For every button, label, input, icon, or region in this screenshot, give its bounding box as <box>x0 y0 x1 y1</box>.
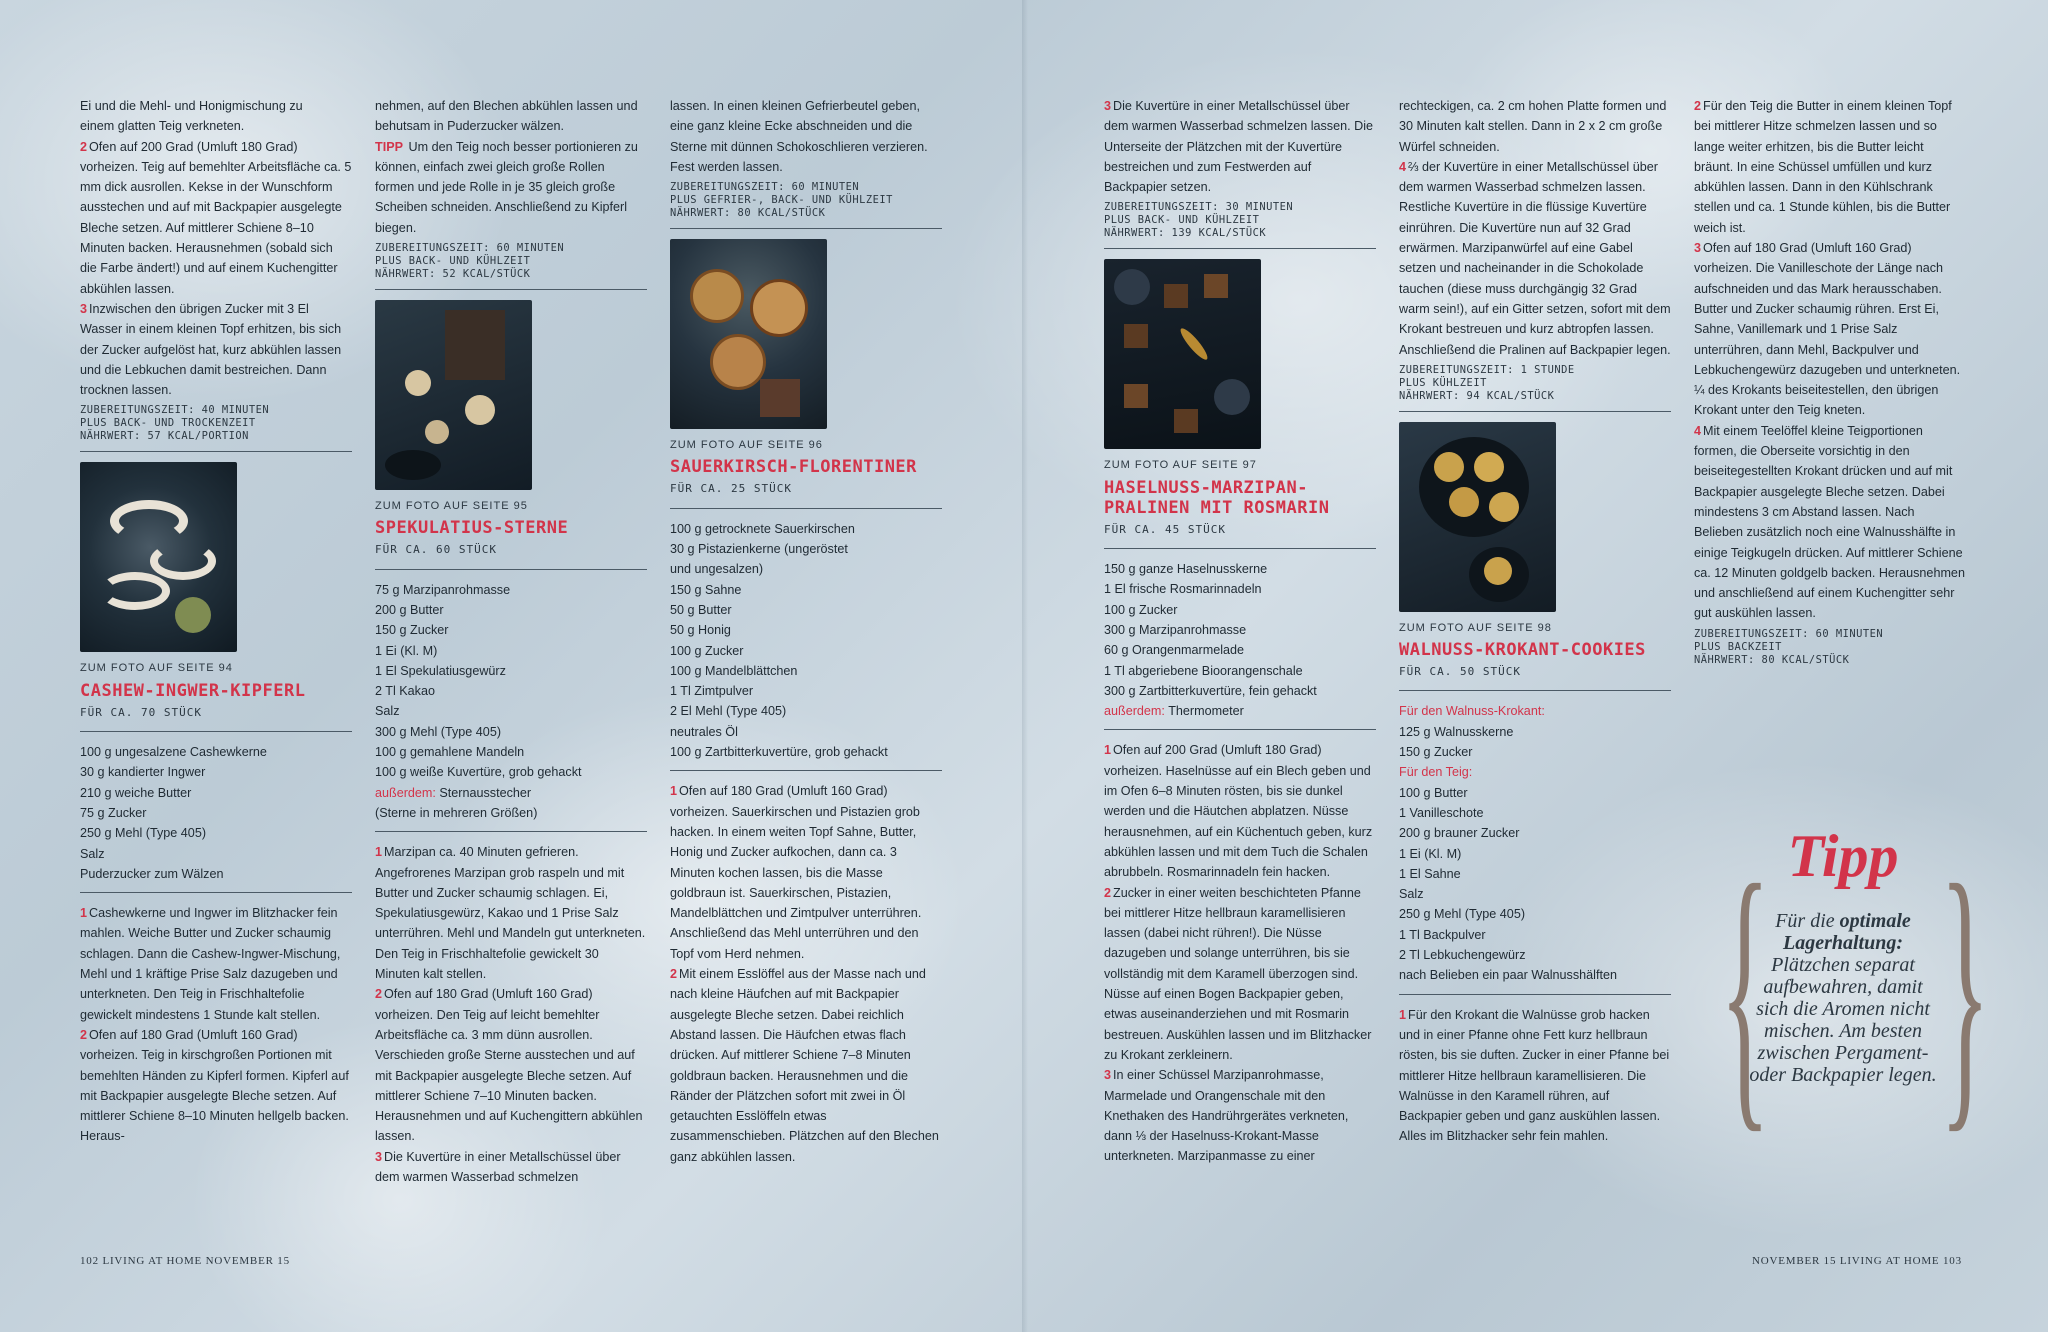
continued-text: rechteckigen, ca. 2 cm hohen Platte formen und 30 Minuten kalt stellen. Dann in 2 x 2 cm große Würfel schneiden. <box>1399 99 1667 154</box>
left-column-1 <box>80 96 352 1147</box>
recipe-yield: FÜR CA. 50 STÜCK <box>1399 665 1521 679</box>
divider <box>80 731 352 732</box>
step-2: 2 Ofen auf 200 Grad (Umluft 180 Grad) vorheizen. Teig auf bemehlter Arbeitsfläche ca. 5 mm dick ausrollen. Kekse in der Wunschform ausstechen und auf mit Backpapier ausgelegte Bleche setzen. Auf mittlerer Schiene 8–10 Minuten backen. Herausnehmen (sobald sich die Farbe ändert!) und auf einem Kuchengitter abkühlen lassen. <box>80 139 352 296</box>
right-column-2 <box>1399 96 1671 1147</box>
divider <box>1399 411 1671 412</box>
divider <box>1104 729 1376 730</box>
recipe-yield: FÜR CA. 45 STÜCK <box>1104 522 1226 536</box>
photo-reference: ZUM FOTO AUF SEITE 95 <box>375 500 528 513</box>
step-3: 3 Die Kuvertüre in einer Metallschüssel über dem warmen Wasserbad schmelzen lassen. Die Unterseite der Plätzchen mit der Kuvertüre bestreichen und zum Festwerden auf Backpapier setzen. <box>1104 99 1374 195</box>
left-brace-icon: { <box>1719 824 1771 1156</box>
photo-cashew-kipferl <box>80 462 237 652</box>
recipe-yield: FÜR CA. 70 STÜCK <box>80 705 202 719</box>
recipe-meta: ZUBEREITUNGSZEIT: 60 MINUTEN PLUS BACK- UND KÜHLZEIT NÄHRWERT: 52 KCAL/STÜCK <box>375 242 565 281</box>
right-column-1 <box>1104 96 1376 1167</box>
continued-text: nehmen, auf den Blechen abkühlen lassen und behutsam in Puderzucker wälzen. <box>375 99 638 134</box>
divider <box>1399 994 1671 995</box>
recipe-title-florentiner: SAUERKIRSCH-FLORENTINER <box>670 457 917 478</box>
step-2: 2 Ofen auf 180 Grad (Umluft 160 Grad) vorheizen. Den Teig auf leicht bemehlter Arbeitsfläche ca. 3 mm dünn ausrollen. Verschieden große Sterne ausstechen und auf mit Backpapier ausgelegte Bleche setzen. Auf mittlerer Schiene 7–10 Minuten backen. Herausnehmen und auf Kuchengittern abkühlen lassen. <box>375 987 643 1144</box>
step-2: 2 Mit einem Esslöffel aus der Masse nach und nach kleine Häufchen auf mit Backpapier ausgelegte Bleche setzen. Dabei reichlich Abstand lassen. Die Häufchen etwas flach drücken. Auf mittlerer Schiene 7–8 Minuten goldbraun backen. Herausnehmen und die Ränder der Plätzchen sofort mit zwei in Öl getauchten Esslöffeln etwas zusammenschieben. Plätzchen auf den Blechen ganz abkühlen lassen. <box>670 967 939 1164</box>
divider <box>1399 690 1671 691</box>
divider <box>670 770 942 771</box>
step-1: 1 Cashewkerne und Ingwer im Blitzhacker fein mahlen. Weiche Butter und Zucker schaumig schlagen. Dann die Cashew-Ingwer-Mischung, Mehl und 1 kräftige Prise Salz dazugeben und unterkneten. Den Teig in Frischhaltefolie gewickelt mindestens 1 Stunde kalt stellen. <box>80 906 341 1022</box>
recipe-meta: ZUBEREITUNGSZEIT: 40 MINUTEN PLUS BACK- UND TROCKENZEIT NÄHRWERT: 57 KCAL/PORTION <box>80 404 270 443</box>
divider <box>1104 548 1376 549</box>
ingredient-list: 75 g Marzipanrohmasse 200 g Butter 150 g Zucker 1 Ei (Kl. M) 1 El Spekulatiusgewürz 2 Tl Kakao Salz 300 g Mehl (Type 405) 100 g gemahlene Mandeln 100 g weiße Kuvertüre, grob gehackt außerdem: Sternausstecher (Sterne in mehreren Größen) <box>375 582 582 820</box>
recipe-meta: ZUBEREITUNGSZEIT: 1 STUNDE PLUS KÜHLZEIT NÄHRWERT: 94 KCAL/STÜCK <box>1399 363 1575 402</box>
recipe-title-cashew: CASHEW-INGWER-KIPFERL <box>80 680 306 701</box>
ingredient-group-heading: Für den Teig: <box>1399 765 1473 780</box>
step-4: 4 ⅔ der Kuvertüre in einer Metallschüssel über dem warmen Wasserbad schmelzen lassen. Restliche Kuvertüre in die flüssige Kuvertüre einrühren. Die Kuvertüre nun auf 32 Grad erwärmen. Marzipanwürfel auf eine Gabel setzen und nacheinander in die Schokolade tauchen (diese muss durchgängig 32 Grad warm sein!), auf ein Gitter setzen, sofort mit dem Krokant bestreuen und kurz abtropfen lassen. Anschließend die Pralinen auf Backpapier legen. <box>1399 159 1671 357</box>
right-brace-icon: } <box>1939 824 1991 1156</box>
photo-reference: ZUM FOTO AUF SEITE 97 <box>1104 459 1257 472</box>
step-1: 1 Für den Krokant die Walnüsse grob hacken und in einer Pfanne ohne Fett kurz hellbraun rösten, bis sie duften. Zucker in einer Pfanne bei mittlerer Hitze hellbraun karamellisieren. Die Walnüsse in den Karamell rühren, auf Backpapier geben und ganz auskühlen lassen. Alles im Blitzhacker sehr fein mahlen. <box>1399 1007 1670 1144</box>
photo-reference: ZUM FOTO AUF SEITE 96 <box>670 439 823 452</box>
recipe-yield: FÜR CA. 60 STÜCK <box>375 543 497 557</box>
recipe-title-spekulatius: SPEKULATIUS-STERNE <box>375 518 569 539</box>
tipp-note: TIPP Um den Teig noch besser portionieren zu können, einfach zwei gleich große Rollen formen und jede Rolle in je 35 gleich große Scheiben schneiden. Anschließend zu Kipferl biegen. <box>375 139 638 235</box>
step-4: 4 Mit einem Teelöffel kleine Teigportionen formen, die Oberseite vorsichtig in den beiseitegestellten Krokant drücken und auf mit Backpapier ausgelegte Bleche setzen. Dabei mindestens 3 cm Abstand lassen. Nach Belieben zusätzlich noch eine Walnusshälfte in einige Teigkugeln drücken. Auf mittlerer Schiene ca. 12 Minuten goldgelb backen. Herausnehmen und anschließend auf einem Kuchengitter sehr gut auskühlen lassen. <box>1694 423 1965 621</box>
step-3: 3 In einer Schüssel Marzipanrohmasse, Marmelade und Orangenschale mit den Knethaken des Handrührgerätes verkneten, dann ⅓ der Haselnuss-Krokant-Masse unterkneten. Marzipanmasse zu einer <box>1104 1068 1349 1164</box>
recipe-meta: ZUBEREITUNGSZEIT: 30 MINUTEN PLUS BACK- UND KÜHLZEIT NÄHRWERT: 139 KCAL/STÜCK <box>1104 201 1294 240</box>
tipp-box <box>1718 810 1991 1170</box>
intro-line-2: einem glatten Teig verkneten. <box>80 119 245 134</box>
intro-line-1: Ei und die Mehl- und Honigmischung zu <box>80 99 303 113</box>
tipp-text: Für die optimale Lagerhaltung: Plätzchen separat aufbewahren, damit sich die Aromen nicht mischen. Am besten zwischen Pergament- oder Backpapier legen. <box>1749 910 1937 1086</box>
right-column-3 <box>1694 96 1966 667</box>
left-column-2 <box>375 96 647 1187</box>
divider <box>80 451 352 452</box>
ingredient-list: Für den Walnuss-Krokant: 125 g Walnusskerne 150 g Zucker Für den Teig: 100 g Butter 1 Vanilleschote 200 g brauner Zucker 1 Ei (Kl. M) 1 El Sahne Salz 250 g Mehl (Type 405) 1 Tl Backpulver 2 Tl Lebkuchengewürz nach Belieben ein paar Walnusshälften <box>1399 701 1671 985</box>
photo-sauerkirsch-florentiner <box>670 239 827 429</box>
tipp-title: Tipp <box>1787 823 1899 889</box>
page-footer-left: 102 LIVING AT HOME NOVEMBER 15 <box>80 1255 290 1267</box>
step-1: 1 Ofen auf 200 Grad (Umluft 180 Grad) vorheizen. Haselnüsse auf ein Blech geben und im Ofen 6–8 Minuten rösten, bis sie dunkel werden und die Häutchen abplatzen. Nüsse herausnehmen, auf ein Küchentuch geben, kurz abkühlen lassen und mit dem Tuch die Schalen abrubbeln. Rosmarinnadeln fein hacken. <box>1104 743 1373 880</box>
step-3: 3 Inzwischen den übrigen Zucker mit 3 El Wasser in einem kleinen Topf erhitzen, bis sich der Zucker aufgelöst hat, kurz abkühlen lassen und die Lebkuchen damit bestreichen. Dann trocknen lassen. <box>80 301 342 398</box>
divider <box>375 569 647 570</box>
step-3: 3 Die Kuvertüre in einer Metallschüssel über dem warmen Wasserbad schmelzen <box>375 1149 621 1184</box>
divider <box>1104 248 1376 249</box>
left-column-3 <box>670 96 942 1167</box>
recipe-meta: ZUBEREITUNGSZEIT: 60 MINUTEN PLUS GEFRIER-, BACK- UND KÜHLZEIT NÄHRWERT: 80 KCAL/STÜCK <box>670 181 893 220</box>
page-footer-right: NOVEMBER 15 LIVING AT HOME 103 <box>1752 1255 1962 1267</box>
ingredient-list: 100 g ungesalzene Cashewkerne 30 g kandierter Ingwer 210 g weiche Butter 75 g Zucker 250 g Mehl (Type 405) Salz Puderzucker zum Wälzen <box>80 745 267 881</box>
photo-reference: ZUM FOTO AUF SEITE 94 <box>80 662 233 675</box>
recipe-title-walnuss: WALNUSS-KROKANT-COOKIES <box>1399 640 1646 661</box>
step-2: 2 Zucker in einer weiten beschichteten Pfanne bei mittlerer Hitze hellbraun karamellisieren lassen (dabei nicht rühren!). Die Nüsse dazugeben und solange unterrühren, bis sie vollständig mit dem Karamell überzogen sind. Nüsse auf einen Bogen Backpapier geben, etwas auseinanderziehen und mit Rosmarin bestreuen. Auskühlen lassen und im Blitzhacker zu Krokant zerkleinern. <box>1104 885 1372 1062</box>
divider <box>670 228 942 229</box>
ingredient-group-heading: Für den Walnuss-Krokant: <box>1399 704 1545 719</box>
recipe-meta: ZUBEREITUNGSZEIT: 60 MINUTEN PLUS BACKZEIT NÄHRWERT: 80 KCAL/STÜCK <box>1694 627 1884 666</box>
recipe-yield: FÜR CA. 25 STÜCK <box>670 482 792 496</box>
step-1: 1 Ofen auf 180 Grad (Umluft 160 Grad) vorheizen. Sauerkirschen und Pistazien grob hacken. In einem weiten Topf Sahne, Butter, Honig und Zucker aufkochen, dann ca. 3 Minuten kochen lassen, bis die Masse goldbraun ist. Sauerkirschen, Pistazien, Mandelblättchen und Zimtpulver unterrühren. Anschließend das Mehl unterrühren und den Topf vom Herd nehmen. <box>670 784 922 961</box>
step-3: 3 Ofen auf 180 Grad (Umluft 160 Grad) vorheizen. Die Vanilleschote der Länge nach aufschneiden und das Mark herausschaben. Butter und Zucker schaumig rühren. Erst Ei, Sahne, Vanillemark und 1 Prise Salz unterrühren, dann Mehl, Backpulver und Lebkuchengewürz dazugeben und unterkneten. ¼ des Krokants beiseitestellen, den übrigen Krokant unter den Teig kneten. <box>1694 241 1961 418</box>
ingredient-list: 100 g getrocknete Sauerkirschen 30 g Pistazienkerne (ungeröstet und ungesalzen) 150 g Sahne 50 g Butter 50 g Honig 100 g Zucker 100 g Mandelblättchen 1 Tl Zimtpulver 2 El Mehl (Type 405) neutrales Öl 100 g Zartbitterkuvertüre, grob gehackt <box>670 521 888 760</box>
continued-text: lassen. In einen kleinen Gefrierbeutel geben, eine ganz kleine Ecke abschneiden und die Sterne mit dünnen Schokoschlieren verzieren. Fest werden lassen. <box>670 99 928 174</box>
divider <box>670 508 942 509</box>
divider <box>375 831 647 832</box>
divider <box>80 892 352 893</box>
step-2: 2 Ofen auf 180 Grad (Umluft 160 Grad) vorheizen. Teig in kirschgroßen Portionen mit bemehlten Händen zu Kipferl formen. Kipferl auf mit Backpapier ausgelegte Bleche setzen. Auf mittlerer Schiene 8–10 Minuten hellgelb backen. Heraus- <box>80 1027 349 1144</box>
photo-walnuss-cookies <box>1399 422 1556 612</box>
photo-reference: ZUM FOTO AUF SEITE 98 <box>1399 621 1552 634</box>
recipe-title-haselnuss: HASELNUSS-MARZIPAN- PRALINEN MIT ROSMARIN <box>1104 477 1330 518</box>
step-2: 2 Für den Teig die Butter in einem kleinen Topf bei mittlerer Hitze schmelzen lassen und so lange weiter erhitzen, bis die Butter leicht bräunt. In eine Schüssel umfüllen und kurz abkühlen lassen. Dann in den Kühlschrank stellen und ca. 1 Stunde kühlen, bis die Butter weich ist. <box>1694 99 1952 235</box>
ingredient-list: 150 g ganze Haselnusskerne 1 El frische Rosmarinnadeln 100 g Zucker 300 g Marzipanrohmasse 60 g Orangenmarmelade 1 Tl abgeriebene Bioorangenschale 300 g Zartbitterkuvertüre, fein gehackt außerdem: Thermometer <box>1104 562 1317 719</box>
photo-haselnuss-pralinen <box>1104 259 1261 449</box>
divider <box>375 289 647 290</box>
photo-spekulatius-sterne <box>375 300 532 490</box>
step-1: 1 Marzipan ca. 40 Minuten gefrieren. Angefrorenes Marzipan grob raspeln und mit Butter und Zucker schaumig schlagen. Ei, Spekulatiusgewürz, Kakao und 1 Prise Salz unterrühren. Mehl und Mandeln gut unterkneten. Den Teig in Frischhaltefolie gewickelt 30 Minuten kalt stellen. <box>375 845 646 982</box>
page-gutter <box>1022 0 1028 1332</box>
